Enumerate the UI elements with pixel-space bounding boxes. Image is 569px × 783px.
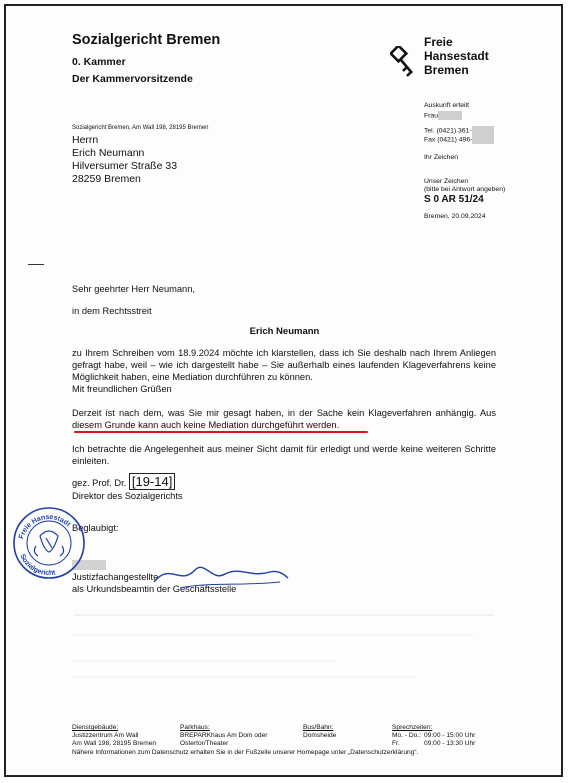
redaction-bar (472, 135, 494, 144)
recipient-line: 28259 Bremen (72, 173, 141, 185)
footer-line: Domsheide (303, 732, 337, 739)
state-name (424, 35, 524, 77)
hours-time: 09:00 - 13:30 Uhr (424, 740, 476, 747)
redaction-bar (438, 111, 462, 120)
info-name-text: Frau (424, 112, 438, 120)
bleed-through-line (74, 634, 474, 636)
state-line: Bremen (424, 63, 469, 77)
signed-by: gez. Prof. Dr. (72, 478, 127, 488)
bleed-through-line (74, 660, 334, 662)
footer-hours-row (392, 740, 475, 748)
footer-line: Justizzentrum Am Wall (72, 732, 139, 739)
recipient-line: Erich Neumann (72, 147, 145, 159)
redaction-bar (472, 126, 494, 135)
signature-line (72, 476, 175, 490)
hours-day: Mo. - Do.: (392, 732, 421, 739)
red-underline-annotation (74, 431, 368, 433)
salutation: Sehr geehrter Herr Neumann, (72, 284, 195, 294)
fold-mark (28, 264, 44, 265)
footer-heading: Parkhaus: (180, 724, 210, 731)
info-label: Auskunft erteilt (424, 102, 469, 109)
recipient-line: Herrn (72, 134, 99, 146)
footer-parking (180, 724, 267, 748)
paragraph-no-proceedings: Derzeit ist nach dem, was Sie mir gesagt haben, in der Sache kein Klageverfahren anhängig. Aus diesem Grunde kann auch keine Mediation durchgeführt werden. (72, 408, 496, 430)
fax-text: Fax (0421) 496- (424, 136, 473, 144)
footer-heading: Bus/Bahn: (303, 724, 334, 731)
clerk-role: als Urkundsbeamtin der Geschäftsstelle (72, 584, 237, 594)
handwritten-signature (150, 552, 290, 592)
closing-greeting: Mit freundlichen Grüßen (72, 384, 172, 394)
matter-intro: in dem Rechtsstreit (72, 306, 152, 316)
chamber-name: 0. Kammer (72, 56, 126, 68)
footer-heading: Dienstgebäude: (72, 724, 119, 731)
bleed-through-line (74, 676, 414, 678)
state-line: Hansestadt (424, 49, 489, 63)
phone-text: Tel. (0421) 361- (424, 127, 472, 135)
certified-label: Beglaubigt: (72, 523, 119, 533)
info-name (424, 111, 462, 121)
party-name: Erich Neumann (249, 326, 320, 337)
footer-line: Am Wall 198, 28195 Bremen (72, 740, 157, 747)
bleed-through-line (74, 614, 494, 616)
footer-transit (303, 724, 336, 740)
chair-title: Der Kammervorsitzende (72, 73, 193, 85)
your-reference: Ihr Zeichen (424, 154, 459, 161)
paragraph-conclusion: Ich betrachte die Angelegenheit aus meiner Sicht damit für erledigt und werde keine weiteren Schritte einleiten. (72, 444, 496, 466)
our-reference-note: (bitte bei Antwort angeben) (424, 186, 506, 193)
hours-day: Fr. (392, 740, 400, 747)
footer-hours-row (392, 732, 475, 740)
our-reference-label: Unser Zeichen (424, 178, 469, 185)
footer-line: Ostertor/Theater (180, 740, 229, 747)
state-line: Freie (424, 35, 453, 49)
footer-hours (392, 724, 475, 748)
our-reference: S 0 AR 51/24 (424, 194, 484, 205)
signer-marker: [19-14] (129, 473, 175, 490)
footer-building (72, 724, 156, 748)
signer-title: Direktor des Sozialgerichts (72, 491, 183, 501)
recipient-line: Hilversumer Straße 33 (72, 160, 178, 172)
fax-number (424, 135, 494, 145)
stamp-bottom-text: Sozialgericht (18, 553, 57, 578)
stamp-top-text: Freie Hansestadt (18, 513, 72, 540)
privacy-note: Nähere Informationen zum Datenschutz erhalten Sie in der Fußzeile unserer Homepage unter „Datenschutzerklärung“. (72, 749, 419, 756)
footer-heading: Sprechzeiten: (392, 724, 433, 731)
paragraph-clarification: zu Ihrem Schreiben vom 18.9.2024 möchte ich klarstellen, dass ich Sie deshalb nach Ihrem Anliegen gefragt habe, weil – wie ich dargestellt habe – Sie außerhalb eines laufenden Klageverfahrens keine Möglichkeit haben, eine Mediation durchführen zu können. (72, 348, 496, 382)
bremen-key-logo-icon (390, 46, 418, 80)
letter-date: Bremen, 20.09.2024 (424, 213, 486, 220)
recipient-address (72, 134, 292, 186)
return-address: Sozialgericht Bremen, Am Wall 198, 28195 Bremen (72, 125, 209, 131)
hours-time: 09:00 - 15:00 Uhr (424, 732, 476, 739)
clerk-title: Justizfachangestellte (72, 572, 159, 582)
court-seal-stamp (12, 506, 86, 580)
footer-line: BREPARKhaus Am Dom oder (180, 732, 268, 739)
court-name: Sozialgericht Bremen (72, 32, 221, 48)
